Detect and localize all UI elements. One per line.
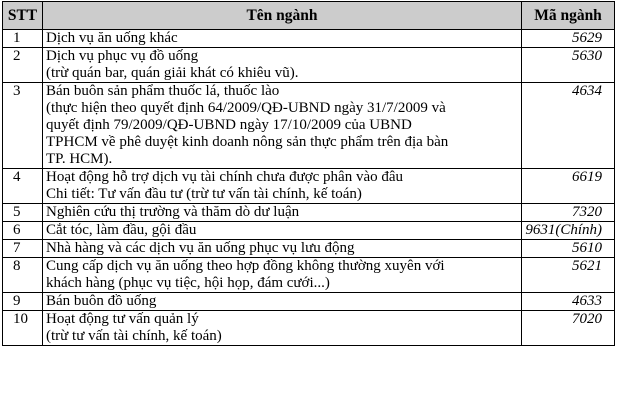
row-name-line: Bán buôn đồ uống: [46, 293, 157, 309]
row-name-line: quyết định 79/2009/QĐ-UBND ngày 17/10/2009 của UBND: [46, 117, 412, 133]
row-stt: 2: [3, 48, 43, 83]
row-name-line: Dịch vụ ăn uống khác: [46, 30, 178, 46]
table-row: [3, 311, 615, 346]
table-header: [3, 2, 615, 30]
table-row: [3, 222, 615, 240]
table-row: [3, 169, 615, 204]
row-name-line: TPHCM về phê duyệt kinh doanh nông sản thực phẩm trên địa bàn: [46, 134, 449, 150]
row-code: 9631(Chính): [522, 222, 615, 240]
table-row: [3, 293, 615, 311]
header-stt: STT: [3, 2, 43, 30]
row-stt: 5: [3, 204, 43, 222]
row-name-line: khách hàng (phục vụ tiệc, hội họp, đám cưới...): [46, 275, 330, 291]
row-code: 7320: [522, 204, 615, 222]
row-code: 5629: [522, 30, 615, 48]
row-stt: 9: [3, 293, 43, 311]
row-name-line: Chi tiết: Tư vấn đầu tư (trừ tư vấn tài chính, kế toán): [46, 186, 362, 202]
row-stt: 7: [3, 240, 43, 258]
row-stt: 6: [3, 222, 43, 240]
row-name-line: (trừ tư vấn tài chính, kế toán): [46, 328, 222, 344]
row-stt: 4: [3, 169, 43, 204]
row-name: [43, 48, 522, 83]
row-code: 6619: [522, 169, 615, 204]
row-name: [43, 169, 522, 204]
row-name: [43, 30, 522, 48]
row-name: [43, 204, 522, 222]
row-code: 4634: [522, 83, 615, 169]
row-name: [43, 293, 522, 311]
row-name: [43, 83, 522, 169]
header-name: Tên ngành: [43, 2, 522, 30]
row-name-line: (trừ quán bar, quán giải khát có khiêu vũ).: [46, 65, 299, 81]
row-stt: 10: [3, 311, 43, 346]
row-name-line: Cung cấp dịch vụ ăn uống theo hợp đồng không thường xuyên với: [46, 258, 445, 274]
row-name-line: (thực hiện theo quyết định 64/2009/QĐ-UBND ngày 31/7/2009 và: [46, 100, 446, 116]
row-name-line: Nghiên cứu thị trường và thăm dò dư luận: [46, 204, 300, 220]
row-stt: 8: [3, 258, 43, 293]
row-name-line: Nhà hàng và các dịch vụ ăn uống phục vụ lưu động: [46, 240, 355, 256]
row-name: [43, 258, 522, 293]
row-name-line: Bán buôn sản phẩm thuốc lá, thuốc lào: [46, 83, 280, 99]
row-code: 5630: [522, 48, 615, 83]
table-row: [3, 258, 615, 293]
row-code: 5610: [522, 240, 615, 258]
table-row: [3, 204, 615, 222]
row-name-line: Hoạt động tư vấn quản lý: [46, 311, 199, 327]
table-row: [3, 30, 615, 48]
row-name: [43, 240, 522, 258]
row-code: 5621: [522, 258, 615, 293]
business-lines-table: [2, 1, 615, 346]
row-code: 4633: [522, 293, 615, 311]
row-name-line: TP. HCM).: [46, 151, 113, 167]
table-row: [3, 240, 615, 258]
row-name: [43, 311, 522, 346]
row-stt: 1: [3, 30, 43, 48]
row-name-line: Hoạt động hỗ trợ dịch vụ tài chính chưa được phân vào đâu: [46, 169, 404, 185]
row-name: [43, 222, 522, 240]
row-name-line: Cắt tóc, làm đầu, gội đầu: [46, 222, 197, 238]
table-row: [3, 83, 615, 169]
table-row: [3, 48, 615, 83]
row-code: 7020: [522, 311, 615, 346]
header-code: Mã ngành: [522, 2, 615, 30]
table-body: [3, 30, 615, 346]
row-name-line: Dịch vụ phục vụ đồ uống: [46, 48, 199, 64]
row-stt: 3: [3, 83, 43, 169]
header-row: [3, 2, 615, 30]
